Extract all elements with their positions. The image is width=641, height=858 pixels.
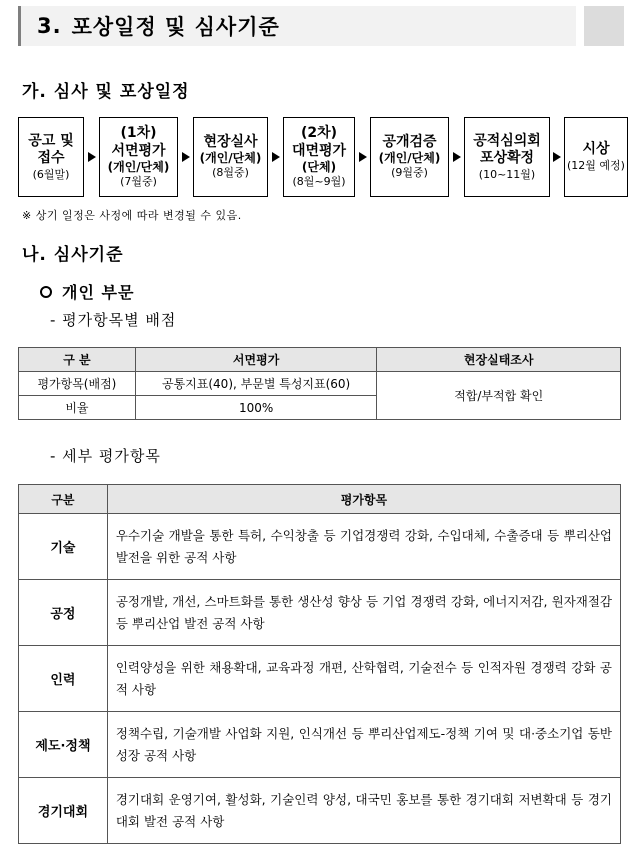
step-label: 현장실사 bbox=[203, 133, 258, 150]
flow-step-site-inspection bbox=[193, 117, 268, 197]
row-description: 인력양성을 위한 채용확대, 교육과정 개편, 산학협력, 기술전수 등 인적자원 경쟁력 강화 공적 사항 bbox=[107, 646, 620, 712]
section-number: 3. bbox=[37, 14, 62, 38]
step-label: 공개검증 bbox=[382, 133, 437, 150]
step-period: (8월중) bbox=[212, 166, 249, 180]
score-table bbox=[18, 347, 621, 420]
table-row bbox=[19, 372, 621, 396]
flow-step-public-review bbox=[370, 117, 449, 197]
flow-step-award bbox=[564, 117, 628, 197]
row-category: 공정 bbox=[19, 580, 108, 646]
row-description: 정책수립, 기술개발 사업화 지원, 인식개선 등 뿌리산업제도-정책 기여 및 대·중소기업 동반성장 공적 사항 bbox=[107, 712, 620, 778]
section-title-box bbox=[21, 6, 576, 46]
step-label: 시상 bbox=[582, 141, 610, 158]
step-period: (10~11월) bbox=[478, 167, 536, 181]
step-period: (7월중) bbox=[120, 175, 157, 189]
step-label: 대면평가 bbox=[291, 142, 347, 159]
table-row bbox=[19, 514, 621, 580]
row-description: 우수기술 개발을 통한 특허, 수익창출 등 기업경쟁력 강화, 수입대체, 수출증대 등 뿌리산업 발전을 위한 공적 사항 bbox=[107, 514, 620, 580]
step-label: 접수 bbox=[37, 150, 65, 167]
schedule-footnote: ※ 상기 일정은 사정에 따라 변경될 수 있음. bbox=[22, 209, 242, 222]
flow-arrow-icon bbox=[553, 152, 561, 162]
step-label: 포상확정 bbox=[479, 150, 535, 167]
row-label: 평가항목(배점) bbox=[19, 372, 136, 396]
table-row bbox=[19, 646, 621, 712]
header-written: 서면평가 bbox=[135, 348, 377, 372]
step-period: (9월중) bbox=[391, 166, 428, 180]
header-site: 현장실태조사 bbox=[377, 348, 621, 372]
step-label: (1차) bbox=[120, 125, 157, 142]
step-target: (단체) bbox=[301, 160, 337, 175]
section-header bbox=[18, 6, 624, 46]
step-period: (8월~9월) bbox=[292, 175, 346, 189]
flow-step-written-eval bbox=[99, 117, 178, 197]
header-items: 평가항목 bbox=[107, 485, 620, 514]
row-category: 인력 bbox=[19, 646, 108, 712]
step-label: 서면평가 bbox=[111, 142, 166, 159]
step-period: (6월말) bbox=[32, 167, 70, 181]
row-category: 제도·정책 bbox=[19, 712, 108, 778]
row-description: 공정개발, 개선, 스마트화를 통한 생산성 향상 등 기업 경쟁력 강화, 에너지저감, 원자재절감 등 뿌리산업 발전 공적 사항 bbox=[107, 580, 620, 646]
flow-arrow-icon bbox=[359, 152, 367, 162]
circle-bullet-icon bbox=[40, 286, 52, 298]
detail-heading: - 세부 평가항목 bbox=[50, 447, 161, 465]
step-target: (개인/단체) bbox=[107, 160, 170, 175]
step-target: (개인/단체) bbox=[378, 151, 441, 166]
flow-arrow-icon bbox=[272, 152, 280, 162]
section-title: 포상일정 및 심사기준 bbox=[71, 15, 280, 39]
table-row bbox=[19, 778, 621, 844]
step-period: (12월 예정) bbox=[567, 158, 625, 172]
flow-step-committee bbox=[464, 117, 550, 197]
table-row bbox=[19, 580, 621, 646]
score-heading: - 평가항목별 배점 bbox=[50, 311, 177, 329]
flow-arrow-icon bbox=[453, 152, 461, 162]
row-description: 경기대회 운영기여, 활성화, 기술인력 양성, 대국민 홍보를 통한 경기대회 저변확대 등 경기대회 발전 공적 사항 bbox=[107, 778, 620, 844]
site-value: 적합/부적합 확인 bbox=[377, 372, 621, 420]
written-value: 공통지표(40), 부문별 특성지표(60) bbox=[135, 372, 377, 396]
schedule-heading: 가. 심사 및 포상일정 bbox=[22, 82, 190, 102]
criteria-heading: 나. 심사기준 bbox=[22, 245, 124, 265]
step-label: 공적심의회 bbox=[473, 132, 541, 149]
table-header-row bbox=[19, 485, 621, 514]
flow-arrow-icon bbox=[88, 152, 96, 162]
row-category: 경기대회 bbox=[19, 778, 108, 844]
flow-step-announce bbox=[18, 117, 84, 197]
step-target: (개인/단체) bbox=[199, 151, 262, 166]
header-category: 구분 bbox=[19, 485, 108, 514]
individual-heading: 개인 부문 bbox=[62, 283, 135, 302]
row-label: 비율 bbox=[19, 396, 136, 420]
flow-arrow-icon bbox=[182, 152, 190, 162]
step-label: 공고 및 bbox=[28, 132, 74, 149]
row-category: 기술 bbox=[19, 514, 108, 580]
table-header-row bbox=[19, 348, 621, 372]
written-value: 100% bbox=[135, 396, 377, 420]
section-header-end-block bbox=[584, 6, 624, 46]
flow-step-interview-eval bbox=[283, 117, 355, 197]
detail-table bbox=[18, 484, 621, 844]
table-row bbox=[19, 712, 621, 778]
step-label: (2차) bbox=[300, 125, 338, 142]
header-category: 구 분 bbox=[19, 348, 136, 372]
